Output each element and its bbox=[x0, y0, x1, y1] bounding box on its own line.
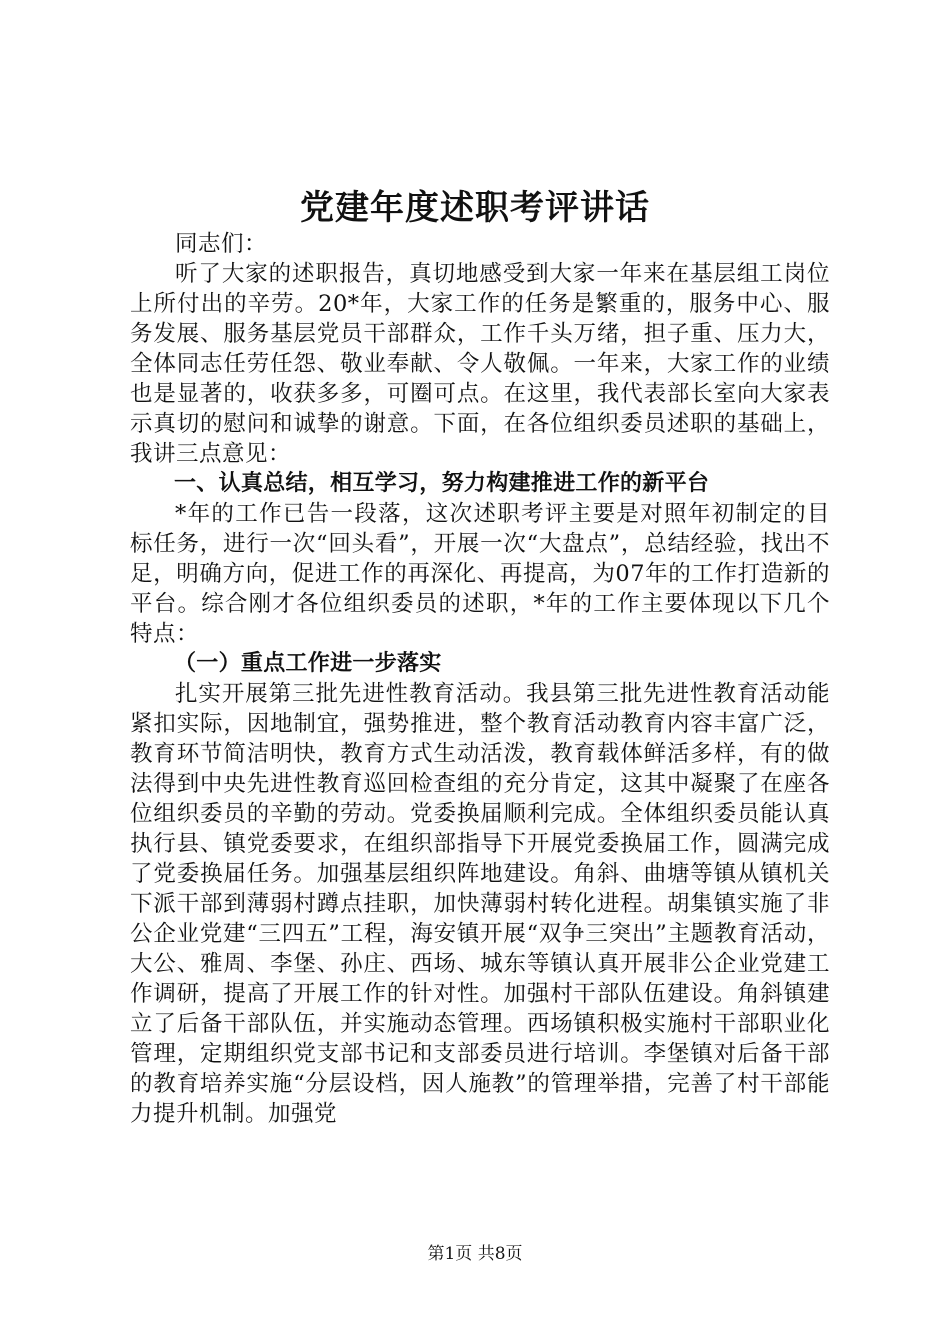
page-title: 党建年度述职考评讲话 bbox=[300, 188, 650, 228]
subsection-1-paragraph: 扎实开展第三批先进性教育活动。我县第三批先进性教育活动能紧扣实际，因地制宜，强势推进，整个教育活动教育内容丰富广泛，教育环节简洁明快，教育方式生动活泼，教育载体鲜活多样，有的做法得到中央先进性教育巡回检查组的充分肯定，这其中凝聚了在座各位组织委员的辛勤的劳动。党委换届顺利完成。全体组织委员能认真执行县、镇党委要求，在组织部指导下开展党委换届工作，圆满完成了党委换届任务。加强基层组织阵地建设。角斜、曲塘等镇从镇机关下派干部到薄弱村蹲点挂职，加快薄弱村转化进程。胡集镇实施了非公企业党建“三四五”工程，海安镇开展“双争三突出”主题教育活动，大公、雅周、李堡、孙庄、西场、城东等镇认真开展非公企业党建工作调研，提高了开展工作的针对性。加强村干部队伍建设。角斜镇建立了后备干部队伍，并实施动态管理。西场镇积极实施村干部职业化管理，定期组织党支部书记和支部委员进行培训。李堡镇对后备干部的教育培养实施“分层设档，因人施教”的管理举措，完善了村干部能力提升机制。加强党 bbox=[130, 681, 830, 1127]
document-body bbox=[130, 229, 830, 1129]
section-1-paragraph: *年的工作已告一段落，这次述职考评主要是对照年初制定的目标任务，进行一次“回头看”，开展一次“大盘点”，总结经验，找出不足，明确方向，促进工作的再深化、再提高，为07年的工作打造新的平台。综合刚才各位组织委员的述职，*年的工作主要体现以下几个特点： bbox=[130, 501, 830, 647]
page-number-footer: 第1页 共8页 bbox=[427, 1244, 523, 1264]
salutation: 同志们： bbox=[175, 231, 268, 257]
subsection-heading-1: （一）重点工作进一步落实 bbox=[174, 651, 442, 676]
intro-paragraph: 听了大家的述职报告，真切地感受到大家一年来在基层组工岗位上所付出的辛劳。20*年，大家工作的任务是繁重的，服务中心、服务发展、服务基层党员干部群众，工作千头万绪，担子重、压力大，全体同志任劳任怨、敬业奉献、令人敬佩。一年来，大家工作的业绩也是显著的，收获多多，可圈可点。在这里，我代表部长室向大家表示真切的慰问和诚挚的谢意。下面，在各位组织委员述职的基础上，我讲三点意见： bbox=[130, 261, 830, 467]
section-heading-1: 一、认真总结，相互学习，努力构建推进工作的新平台 bbox=[174, 471, 710, 496]
